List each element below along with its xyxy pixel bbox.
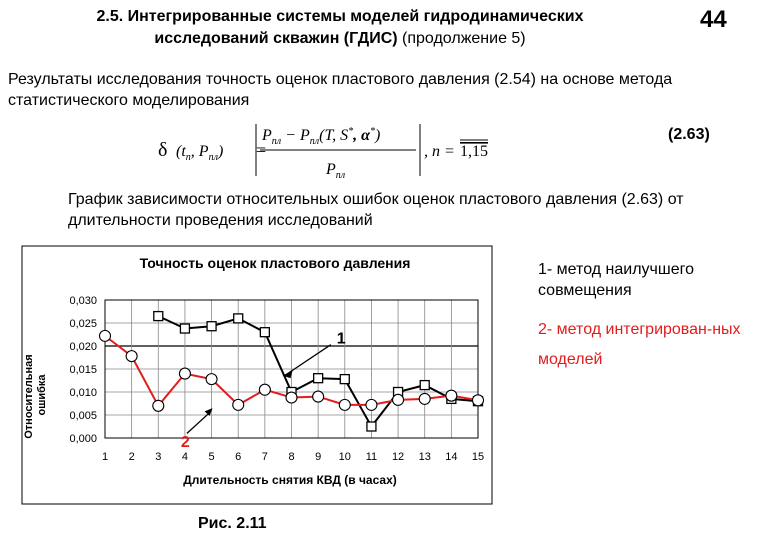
data-point-series-2 <box>446 390 457 401</box>
data-point-series-2 <box>339 399 350 410</box>
data-point-series-2 <box>233 399 244 410</box>
x-tick-label: 9 <box>315 451 322 463</box>
data-point-series-2 <box>100 330 111 341</box>
data-point-series-2 <box>393 394 404 405</box>
annotation-label-1: 1 <box>336 330 346 348</box>
chart-ylabel-line1: Относительная <box>23 354 35 439</box>
formula-delta: δ <box>158 139 168 161</box>
x-tick-label: 12 <box>391 451 405 463</box>
x-tick-label: 3 <box>155 451 162 463</box>
slide-title <box>60 6 620 50</box>
formula-arg-p: P <box>198 143 209 160</box>
annotation-label-2: 2 <box>180 434 190 452</box>
data-point-series-2 <box>313 391 324 402</box>
title-line-2-container <box>60 28 620 50</box>
formula-open-paren: ( <box>176 143 182 160</box>
formula-num-args: (T, S <box>319 127 349 144</box>
formula-star-1: * <box>348 126 354 137</box>
x-tick-label: 4 <box>181 451 188 463</box>
formula-arg-t: t <box>181 143 186 160</box>
x-tick-label: 13 <box>418 451 431 463</box>
formula-alpha: , α <box>353 127 371 144</box>
data-point-series-1 <box>234 314 243 323</box>
graph-caption: График зависимости относительных ошибок оценок пластового давления (2.63) от длительности проведения исследований <box>68 191 684 229</box>
data-point-series-2 <box>286 392 297 403</box>
equation-number: (2.63) <box>668 126 710 143</box>
title-line-1: 2.5. Интегрированные системы моделей гидродинамических <box>96 8 584 25</box>
x-tick-label: 15 <box>471 451 485 463</box>
formula-arg-p-sub: пл <box>208 152 218 163</box>
y-tick-label: 0,025 <box>69 318 97 330</box>
x-tick-label: 11 <box>365 451 378 463</box>
title-line-2: исследований скважин (ГДИС) <box>154 30 398 47</box>
accuracy-chart <box>0 240 520 515</box>
formula-num-p2-sub: пл <box>309 136 320 147</box>
x-tick-label: 8 <box>288 451 295 463</box>
formula-num-p2: P <box>299 127 310 144</box>
svg-text:Pпл − Pпл(T, S*, α*) <box>261 126 380 147</box>
y-tick-label: 0,010 <box>69 387 97 399</box>
data-point-series-2 <box>179 368 190 379</box>
formula-num-p-sub: пл <box>271 136 282 147</box>
svg-text:(tn, Pпл) <box>176 143 223 163</box>
data-point-series-1 <box>420 381 429 390</box>
formula-condition: , n = <box>424 143 455 160</box>
figure-label: Рис. 2.11 <box>198 515 267 532</box>
formula-star-2: * <box>370 126 376 137</box>
data-point-series-1 <box>180 324 189 333</box>
legend-item-1: 1- метод наилучшего совмещения <box>538 261 694 299</box>
x-tick-label: 10 <box>338 451 351 463</box>
formula-close-paren: ) <box>217 143 224 160</box>
x-tick-label: 1 <box>101 451 109 463</box>
formula-num-close: ) <box>375 127 381 144</box>
data-point-series-2 <box>153 400 164 411</box>
chart-ylabel-line2: ошибка <box>36 374 48 416</box>
data-point-series-1 <box>207 322 216 331</box>
formula-arg-t-sub: n <box>185 152 191 163</box>
formula-equals: = <box>256 140 267 160</box>
data-point-series-1 <box>154 312 163 321</box>
svg-text:Pпл <box>325 161 346 181</box>
data-point-series-2 <box>366 399 377 410</box>
intro-paragraph: Результаты исследования точность оценок пластового давления (2.54) на основе метода статистического моделирования <box>8 71 673 109</box>
data-point-series-2 <box>473 395 484 406</box>
y-tick-label: 0,000 <box>69 433 97 445</box>
legend-item-2: 2- метод интегрирован-ных моделей <box>538 321 741 368</box>
data-point-series-2 <box>126 351 137 362</box>
y-tick-label: 0,015 <box>69 364 97 376</box>
x-tick-label: 2 <box>128 451 135 463</box>
page-number: 44 <box>700 6 727 33</box>
x-tick-label: 5 <box>208 451 215 463</box>
x-tick-label: 6 <box>235 451 242 463</box>
chart-title: Точность оценок пластового давления <box>139 255 411 271</box>
formula-den-p-sub: пл <box>335 170 346 181</box>
data-point-series-2 <box>206 374 217 385</box>
formula-den-p: P <box>326 161 336 178</box>
formula-n-range: 1,15 <box>460 143 488 160</box>
y-tick-label: 0,005 <box>69 410 97 422</box>
data-point-series-1 <box>314 374 323 383</box>
data-point-series-2 <box>259 384 270 395</box>
data-point-series-1 <box>340 375 349 384</box>
formula <box>150 112 550 192</box>
x-tick-label: 7 <box>261 451 268 463</box>
formula-comma: , <box>190 143 199 160</box>
y-tick-label: 0,030 <box>69 295 97 307</box>
x-tick-label: 14 <box>445 451 458 463</box>
formula-num-p: P <box>262 127 272 144</box>
chart-xlabel: Длительность снятия КВД (в часах) <box>183 473 397 487</box>
data-point-series-1 <box>260 328 269 337</box>
formula-minus: − <box>281 127 300 144</box>
data-point-series-2 <box>419 393 430 404</box>
data-point-series-1 <box>367 422 376 431</box>
title-suffix: (продолжение 5) <box>402 30 526 47</box>
y-tick-label: 0,020 <box>69 341 97 353</box>
